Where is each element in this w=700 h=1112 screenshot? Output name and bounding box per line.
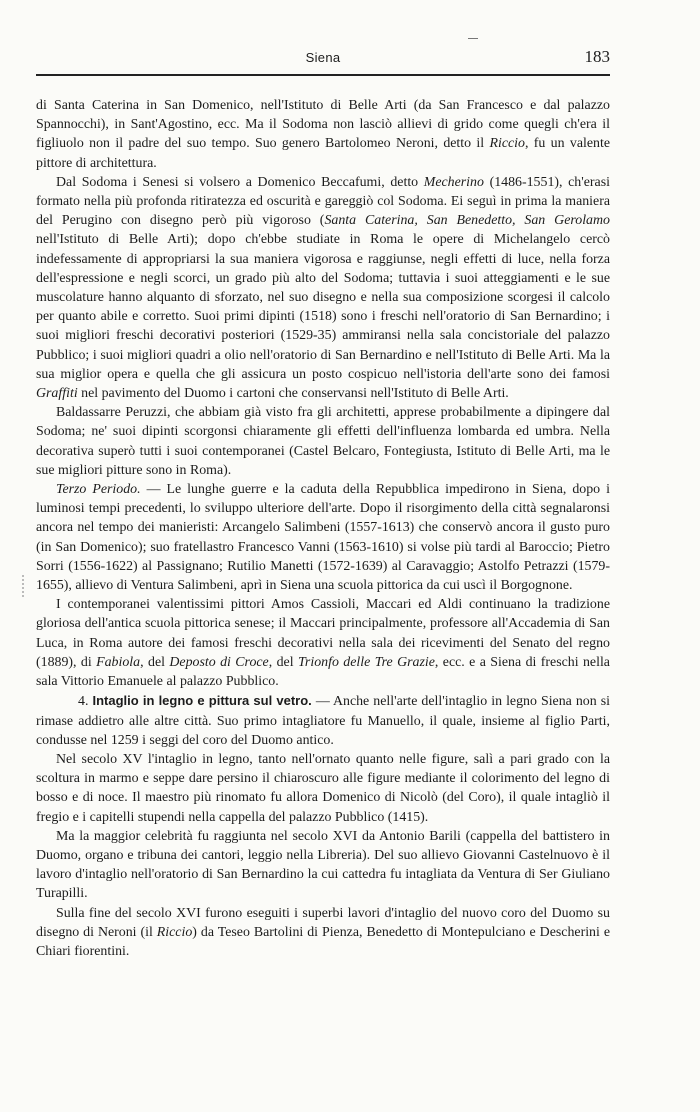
text-run: Sulla fine del secolo XVI furono eseguiti i superbi lavori d'intaglio del nuovo coro del Duomo su disegno di Neroni (il <box>36 905 610 940</box>
text-run: di Santa Caterina in San Domenico, nell'Istituto di Belle Arti (da San Francesco e dal palazzo Spannocchi), in Sant'Agostino, ecc. Ma il Sodoma non lasciò allievi di grido come quegli ch'era il figliuolo non il padre del suo tempo. Suo genero Bartolomeo Neroni, detto il <box>36 98 610 152</box>
paragraph <box>36 904 610 962</box>
text-run: , del <box>268 654 298 670</box>
text-run: , del <box>140 654 170 670</box>
italic-text: Trionfo delle Tre Grazie <box>297 654 435 670</box>
text-run: — Anche nell'arte dell'intaglio in legno Siena non si rimase addietro alle altre città. Suo primo intagliatore fu Manuello, il quale, insieme al figlio Parti, condusse nel 1259 i seggi del coro del Duomo antico. <box>36 694 610 748</box>
margin-mark <box>22 575 26 597</box>
body-text <box>36 96 610 961</box>
text-run: nel pavimento del Duomo i cartoni che conservansi nell'Istituto di Belle Arti. <box>77 386 509 402</box>
italic-text: Santa Caterina, San Benedetto, San Gerolamo <box>324 213 610 229</box>
text-run: 4. <box>78 694 93 710</box>
italic-text: Riccio <box>156 924 193 940</box>
paragraph <box>36 827 610 904</box>
header-rule <box>36 74 610 76</box>
text-run: nell'Istituto di Belle Arti); dopo ch'ebbe studiate in Roma le opere di Michelangelo cercò indefessamente di appropriarsi la sua maniera vigorosa e raggiunse, negli effetti di luce, nella forza dell'espressione e negli scorci, un grado più alto del Sodoma; tuttavia i suoi atteggiamenti e le sue muscolature hanno alquanto di sforzato, nel suo disegno e nella sua composizione scorgesi il calcolo per quanto abile e corretto. Suoi primi dipinti (1518) sono i freschi nell'oratorio di San Bernardino; i suoi migliori freschi decorativi posteriori (1529-35) ammiransi nella sala concistoriale del palazzo Pubblico; i suoi migliori quadri a olio nell'oratorio di San Bernardino e nell'Istituto di Belle Arti. Ma la sua miglior opera e quella che gli assicura un posto cospicuo nell'istoria dell'arte sono dei famosi <box>36 232 610 382</box>
italic-text: Deposto di Croce <box>169 654 269 670</box>
italic-text: Mecherino <box>423 174 484 190</box>
text-run: , ecc. e a Siena di freschi nella sala Vittorio Emanuele al palazzo Pubblico. <box>36 654 610 690</box>
paragraph <box>36 595 610 691</box>
paragraph <box>36 691 610 750</box>
running-head <box>36 47 610 72</box>
paragraph <box>36 403 610 480</box>
italic-text: Fabiola <box>96 654 141 670</box>
paragraph <box>36 96 610 173</box>
text-run: — Le lunghe guerre e la caduta della Repubblica impedirono in Siena, dopo i luminosi tempi precedenti, lo sviluppo ulteriore dell'arte. Dopo il risorgimento della città segnalaronsi ancora nel tempo dei manieristi: Arcangelo Salimbeni (1557-1613) che conservò ancora il gusto puro (in San Domenico); suo fratellastro Francesco Vanni (1563-1610) si volse più tardi al Baroccio; Pietro Sorri (1556-1622) al Passignano; Rutilio Manetti (1572-1639) al Caravaggio; Astolfo Petrazzi (1579-1655), allievo di Ventura Salimbeni, aprì in Siena una scuola pittorica da cui uscì il Borgognone. <box>36 482 610 594</box>
text-run: I contemporanei valentissimi pittori Amos Cassioli, Maccari ed Aldi continuano la tradizione gloriosa dell'antica scuola pittorica senese; il Maccari principalmente, professore all'Accademia di San Luca, in Roma autore dei famosi freschi decorativi nella sala dei ricevimenti del Senato del regno (1889), di <box>36 597 610 670</box>
paragraph <box>36 480 610 595</box>
paragraph <box>36 173 610 403</box>
italic-text: Graffiti <box>36 386 78 402</box>
italic-text: Terzo Periodo. <box>56 482 141 498</box>
top-mark <box>468 38 478 39</box>
paragraph <box>36 750 610 827</box>
text-run: , fu un valente pittore di architettura. <box>36 136 610 171</box>
text-run: Ma la maggior celebrità fu raggiunta nel secolo XVI da Antonio Barili (cappella del battistero in Duomo, organo e tribuna dei cantori, leggio nella Libreria). Del suo allievo Giovanni Castelnuovo è il lavoro d'intaglio nell'oratorio di San Bernardino la cui cattedra fu intagliata da Ventura di Ser Giuliano Turapilli. <box>36 828 610 902</box>
text-run: (1486-1551), ch'erasi formato nella più profonda ritiratezza ed oscurità e gareggiò col Sodoma. Ei seguì in prima la maniera del Perugino con disegno però più vigoroso ( <box>36 174 610 229</box>
text-run: Nel secolo XV l'intaglio in legno, tanto nell'ornato quanto nelle figure, salì a pari grado con la scoltura in marmo e seppe dare persino il chiaroscuro alle figure mediante il colorimento del legno di bosso e di noce. Il maestro più rinomato fu allora Domenico di Nicolò (del Coro), il quale intagliò il fregio e i capitelli stupendi nella cappella del palazzo Pubblico (1415). <box>36 751 610 825</box>
section-title: Intaglio in legno e pittura sul vetro. <box>92 693 312 709</box>
italic-text: Riccio <box>489 136 525 152</box>
text-run: Baldassarre Peruzzi, che abbiam già visto fra gli architetti, apprese probabilmente a dipingere dal Sodoma; ne' suoi dipinti scorgonsi chiaramente gli effetti dell'influenza lombarda ed umbra. Nella decorativa superò tutti i suoi contemporanei (Castel Belcaro, Fontegiusta, Istituto di Belle Arti, ma le sue migliori pitture sono in Roma). <box>36 405 610 478</box>
text-run: ) da Teseo Bartolini di Pienza, Benedetto di Montepulciano e Descherini e Chiari fiorentini. <box>36 924 610 959</box>
running-title: Siena <box>305 50 341 65</box>
page-number: 183 <box>584 47 610 66</box>
text-run: Dal Sodoma i Senesi si volsero a Domenico Beccafumi, detto <box>56 174 424 190</box>
